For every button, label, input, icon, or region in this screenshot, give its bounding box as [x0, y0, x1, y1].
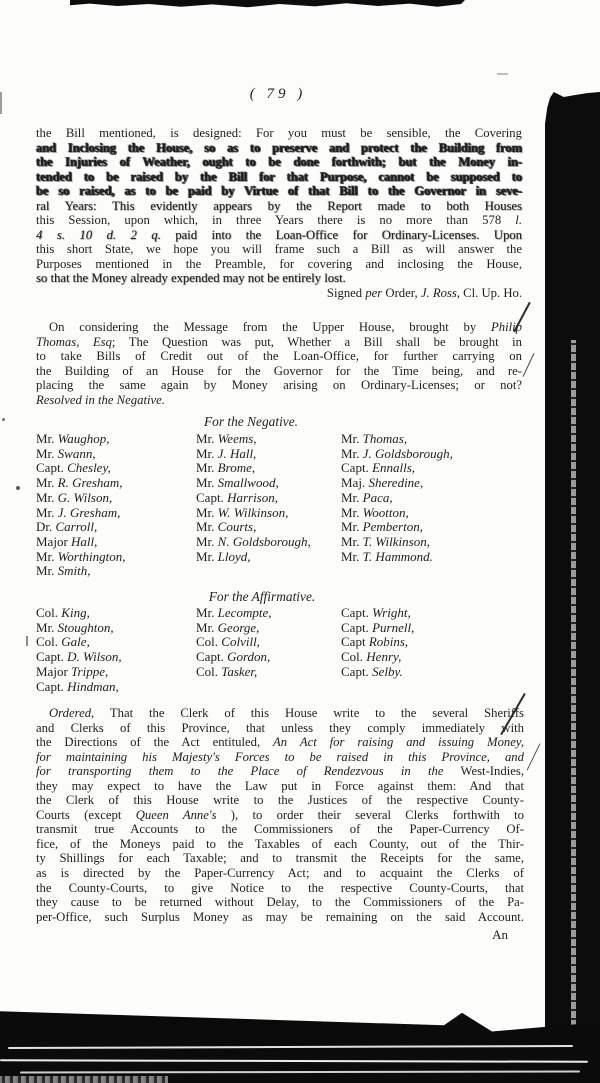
- text-line: the Building of an House for the Governor for the Time being, and re-: [36, 363, 522, 378]
- scan-speck: [2, 418, 5, 421]
- paragraph-question-put: [36, 320, 522, 407]
- text-line: as is directed by the Paper-Currency Act; and to acquaint the Clerks of: [36, 866, 524, 881]
- text-line: tended to be raised by the Bill for that Purpose, cannot be supposed to: [36, 169, 522, 184]
- scan-speck: [0, 92, 2, 114]
- text-line: and Inclosing the House, so as to preserve and protect the Building from: [36, 140, 522, 155]
- ink-stroke-mark: [523, 353, 535, 377]
- division-list-member: Mr. Smith,: [36, 563, 91, 579]
- text-line: for transporting them to the Place of Rendezvous in the West-Indies,: [36, 764, 524, 779]
- division-list-member: Capt. Harrison,: [196, 489, 278, 505]
- division-list-member: Mr. George,: [196, 619, 260, 635]
- text-line: per-Office, such Surplus Money as may be remaining on the said Account.: [36, 909, 524, 924]
- division-list-member: Mr. Lecompte,: [196, 605, 272, 620]
- division-list-member: Capt. Hindman,: [36, 678, 119, 694]
- text-line: transmit true Accounts to the Commissioners of the Paper-Currency Of-: [36, 822, 524, 837]
- division-list-member: Mr. R. Gresham,: [36, 475, 123, 491]
- division-list-member: Capt. Selby.: [341, 663, 403, 679]
- division-list-member: Mr. Courts,: [196, 519, 257, 535]
- division-list-member: Mr. Weems,: [196, 431, 257, 446]
- division-list-member: Capt. D. Wilson,: [36, 649, 122, 665]
- division-list-negative: [0, 432, 600, 580]
- text-line: they cause to be returned without Delay, to the Commissioners of the Pa-: [36, 895, 524, 910]
- division-list-affirmative: [0, 606, 600, 696]
- text-line: Courts (except Queen Anne's ), to order their several Clerks forthwith to: [36, 807, 524, 822]
- text-line: 4 s. 10 d. 2 q. paid into the Loan-Office for Ordinary-Licenses. Upon: [36, 227, 522, 242]
- division-list-member: Mr. Worthington,: [36, 548, 126, 564]
- division-list-member: Col. Colvill,: [196, 634, 260, 650]
- text-line: Purposes mentioned in the Preamble, for covering and inclosing the House,: [36, 256, 522, 271]
- text-line: and Clerks of this Province, that unless they comply immediately with: [36, 720, 524, 735]
- text-line: this Session, upon which, in three Years there is no more than 578 l.: [36, 213, 522, 228]
- division-list-member: Mr. Pemberton,: [341, 519, 423, 535]
- text-line: Signed per Order, J. Ross, Cl. Up. Ho.: [326, 286, 522, 301]
- division-column: [196, 432, 311, 564]
- text-line: Ordered, That the Clerk of this House write to the several Sheriffs: [49, 706, 524, 720]
- division-list-member: Mr. T. Hammond.: [341, 548, 433, 564]
- text-line: this short State, we hope you will frame such a Bill as will answer the: [36, 242, 522, 257]
- scan-speck: [497, 73, 508, 75]
- division-list-member: Mr. Thomas,: [341, 431, 408, 446]
- text-line: the Bill mentioned, is designed: For you must be sensible, the Covering: [36, 126, 522, 140]
- division-list-member: Capt. Purnell,: [341, 619, 415, 635]
- division-list-member: Mr. T. Wilkinson,: [341, 533, 430, 549]
- division-list-member: Dr. Carroll,: [36, 519, 98, 535]
- division-list-member: Mr. Smallwood,: [196, 475, 279, 491]
- division-column: [341, 432, 453, 564]
- division-list-member: Mr. J. Hall,: [196, 445, 257, 461]
- ink-stroke-mark: [526, 743, 540, 770]
- text-line: the Clerk of this House write to the Justices of the respective County-: [36, 793, 524, 808]
- text-line: fice, of the Moneys paid to the Taxables of each County, out of the Thir-: [36, 836, 524, 851]
- division-list-member: Mr. Stoughton,: [36, 619, 114, 635]
- division-list-member: Mr. Lloyd,: [196, 548, 251, 564]
- division-list-member: Capt. Wright,: [341, 605, 411, 620]
- text-line: Resolved in the Negative.: [36, 392, 165, 407]
- division-list-member: Capt. Gordon,: [196, 649, 271, 665]
- text-line: they may expect to have the Law put in Force against them: And that: [36, 778, 524, 793]
- text-line: ty Shillings for each Taxable; and to transmit the Receipts for the same,: [36, 851, 524, 866]
- text-line: placing the same again by Money arising on Ordinary-Licenses; or not?: [36, 378, 522, 393]
- division-list-member: Col. Henry,: [341, 649, 402, 665]
- division-list-member: Maj. Sheredine,: [341, 475, 424, 491]
- division-column: [36, 432, 125, 579]
- text-line: the Injuries of Weather, ought to be done forthwith; but the Money in-: [36, 155, 522, 170]
- division-list-member: Mr. G. Wilson,: [36, 489, 113, 505]
- text-line: ral Years: This evidently appears by the Report made to both Houses: [36, 198, 522, 213]
- division-list-member: Mr. J. Gresham,: [36, 504, 121, 520]
- division-list-member: Mr. Brome,: [196, 460, 256, 476]
- division-list-member: Mr. Wootton,: [341, 504, 409, 520]
- division-list-member: Col. Tasker,: [196, 663, 258, 679]
- text-line: Thomas, Esq; The Question was put, Whether a Bill shall be brought in: [36, 334, 523, 349]
- division-list-member: Mr. Swann,: [36, 445, 96, 461]
- page-number: ( 79 ): [249, 86, 307, 102]
- division-column: [36, 606, 122, 694]
- division-list-member: Mr. W. Wilkinson,: [196, 504, 289, 520]
- catchword: An: [492, 927, 508, 942]
- division-list-member: Capt Robins,: [341, 634, 409, 650]
- text-line: to take Bills of Credit out of the Loan-Office, for further carrying on: [36, 349, 522, 364]
- division-list-member: Capt. Chesley,: [36, 460, 111, 476]
- division-list-member: Mr. J. Goldsborough,: [341, 445, 453, 461]
- division-list-member: Col. Gale,: [36, 634, 90, 650]
- division-heading-negative: For the Negative.: [203, 414, 299, 429]
- paragraph-ordered-clerks: [36, 706, 524, 924]
- text-line: for maintaining his Majesty's Forces to be raised in this Province, and: [36, 749, 524, 764]
- division-column: [196, 606, 271, 680]
- division-list-member: Major Hall,: [36, 533, 98, 549]
- division-list-member: Mr. N. Goldsborough,: [196, 533, 311, 549]
- division-list-member: Capt. Ennalls,: [341, 460, 416, 476]
- text-line: the County-Courts, to give Notice to the respective County-Courts, that: [36, 880, 524, 895]
- text-line: the Directions of the Act entituled, An Act for raising and issuing Money,: [36, 735, 524, 750]
- division-column: [341, 606, 414, 680]
- division-list-member: Mr. Waughop,: [36, 431, 110, 446]
- scan-artifact-top-edge: [70, 0, 465, 8]
- text-line: be so raised, as to be paid by Virtue of that Bill to the Governor in seve-: [36, 184, 522, 199]
- text-line: so that the Money already expended may not be entirely lost.: [36, 271, 346, 286]
- division-list-member: Mr. Paca,: [341, 489, 393, 505]
- text-line: On considering the Message from the Upper House, brought by Philip: [49, 320, 522, 334]
- division-list-member: Col. King,: [36, 605, 90, 620]
- paragraph-upper-house-message: [36, 126, 522, 301]
- division-list-member: Major Trippe,: [36, 663, 109, 679]
- division-heading-affirmative: For the Affirmative.: [208, 589, 316, 604]
- scan-artifact-specks: [0, 1076, 168, 1083]
